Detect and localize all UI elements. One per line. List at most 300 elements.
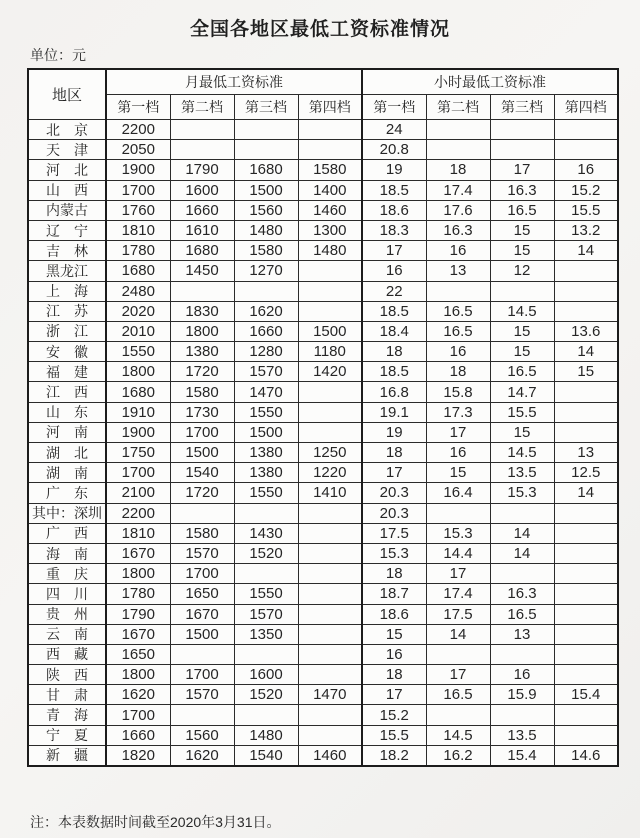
region-cell: 辽 宁 <box>28 220 106 240</box>
table-row <box>28 321 618 341</box>
region-cell: 内蒙古 <box>28 200 106 220</box>
value-cell: 16.5 <box>426 321 490 341</box>
value-cell: 15.5 <box>490 402 554 422</box>
value-cell: 16.5 <box>490 604 554 624</box>
value-cell: 1800 <box>106 362 170 382</box>
table-row <box>28 422 618 442</box>
region-cell: 青 海 <box>28 705 106 725</box>
tier-header-hourly-2: 第二档 <box>426 95 490 120</box>
table-row <box>28 402 618 422</box>
value-cell <box>554 422 618 442</box>
value-cell: 13.6 <box>554 321 618 341</box>
value-cell: 1400 <box>298 180 362 200</box>
value-cell: 13.5 <box>490 725 554 745</box>
region-cell: 江 苏 <box>28 301 106 321</box>
value-cell <box>554 705 618 725</box>
table-row <box>28 624 618 644</box>
value-cell: 15.8 <box>426 382 490 402</box>
table-row <box>28 604 618 624</box>
value-cell: 1600 <box>234 665 298 685</box>
value-cell <box>170 503 234 523</box>
value-cell: 1820 <box>106 745 170 766</box>
region-cell: 其中：深圳 <box>28 503 106 523</box>
value-cell <box>298 261 362 281</box>
value-cell: 1670 <box>106 624 170 644</box>
region-cell: 四 川 <box>28 584 106 604</box>
value-cell <box>554 503 618 523</box>
value-cell: 1430 <box>234 523 298 543</box>
value-cell <box>426 140 490 160</box>
table-header <box>28 69 618 120</box>
value-cell: 18 <box>362 342 426 362</box>
value-cell: 16.8 <box>362 382 426 402</box>
value-cell: 19.1 <box>362 402 426 422</box>
value-cell <box>234 140 298 160</box>
table-row <box>28 564 618 584</box>
value-cell: 17.3 <box>426 402 490 422</box>
region-cell: 江 西 <box>28 382 106 402</box>
value-cell: 15.5 <box>362 725 426 745</box>
value-cell: 1700 <box>106 180 170 200</box>
value-cell <box>298 705 362 725</box>
value-cell: 17 <box>426 665 490 685</box>
table-row <box>28 362 618 382</box>
table-row <box>28 342 618 362</box>
value-cell: 16.5 <box>426 301 490 321</box>
tier-header-row <box>28 95 618 120</box>
value-cell: 1700 <box>170 665 234 685</box>
minimum-wage-table <box>27 68 619 767</box>
value-cell: 1800 <box>170 321 234 341</box>
value-cell: 14 <box>426 624 490 644</box>
value-cell: 18.6 <box>362 200 426 220</box>
value-cell: 14.6 <box>554 745 618 766</box>
region-cell: 河 北 <box>28 160 106 180</box>
value-cell: 1680 <box>106 261 170 281</box>
value-cell <box>426 120 490 140</box>
value-cell: 1750 <box>106 443 170 463</box>
value-cell: 1720 <box>170 483 234 503</box>
table-body <box>28 120 618 767</box>
value-cell <box>298 604 362 624</box>
value-cell: 1620 <box>234 301 298 321</box>
value-cell: 15.3 <box>362 543 426 563</box>
tier-header-monthly-4: 第四档 <box>298 95 362 120</box>
value-cell: 18 <box>362 665 426 685</box>
value-cell: 1700 <box>170 422 234 442</box>
value-cell <box>554 604 618 624</box>
value-cell: 18.6 <box>362 604 426 624</box>
value-cell: 20.3 <box>362 503 426 523</box>
region-cell: 山 西 <box>28 180 106 200</box>
value-cell: 16 <box>426 241 490 261</box>
value-cell: 20.8 <box>362 140 426 160</box>
value-cell: 1380 <box>170 342 234 362</box>
value-cell: 1620 <box>106 685 170 705</box>
value-cell: 16.4 <box>426 483 490 503</box>
value-cell: 1580 <box>170 382 234 402</box>
value-cell: 16 <box>362 261 426 281</box>
value-cell: 15.4 <box>490 745 554 766</box>
region-cell: 陕 西 <box>28 665 106 685</box>
value-cell: 1670 <box>106 543 170 563</box>
unit-label: 单位：元 <box>30 47 86 63</box>
value-cell: 1650 <box>170 584 234 604</box>
value-cell: 15.2 <box>362 705 426 725</box>
value-cell: 17.6 <box>426 200 490 220</box>
value-cell: 13 <box>426 261 490 281</box>
value-cell: 1570 <box>234 362 298 382</box>
value-cell: 1300 <box>298 220 362 240</box>
value-cell: 17 <box>362 463 426 483</box>
value-cell: 17 <box>362 241 426 261</box>
value-cell: 20.3 <box>362 483 426 503</box>
value-cell: 17.5 <box>362 523 426 543</box>
table-row <box>28 705 618 725</box>
value-cell <box>490 644 554 664</box>
value-cell <box>554 644 618 664</box>
tier-header-monthly-3: 第三档 <box>234 95 298 120</box>
value-cell: 1560 <box>170 725 234 745</box>
table-row <box>28 241 618 261</box>
value-cell: 15 <box>490 342 554 362</box>
value-cell <box>490 705 554 725</box>
value-cell: 14 <box>554 342 618 362</box>
value-cell: 1500 <box>170 443 234 463</box>
value-cell: 1830 <box>170 301 234 321</box>
table-row <box>28 523 618 543</box>
value-cell: 1650 <box>106 644 170 664</box>
value-cell: 17 <box>362 685 426 705</box>
table-row <box>28 261 618 281</box>
value-cell: 1570 <box>170 543 234 563</box>
value-cell <box>298 140 362 160</box>
value-cell: 18.5 <box>362 362 426 382</box>
value-cell: 1380 <box>234 463 298 483</box>
table-row <box>28 644 618 664</box>
value-cell: 18.7 <box>362 584 426 604</box>
value-cell: 1790 <box>170 160 234 180</box>
value-cell: 1180 <box>298 342 362 362</box>
region-cell: 重 庆 <box>28 564 106 584</box>
value-cell: 19 <box>362 160 426 180</box>
value-cell: 16.5 <box>490 200 554 220</box>
table-row <box>28 463 618 483</box>
region-cell: 西 藏 <box>28 644 106 664</box>
value-cell: 15.3 <box>490 483 554 503</box>
value-cell: 1760 <box>106 200 170 220</box>
value-cell: 1810 <box>106 220 170 240</box>
table-row <box>28 543 618 563</box>
value-cell: 18.5 <box>362 180 426 200</box>
region-cell: 甘 肃 <box>28 685 106 705</box>
tier-header-hourly-3: 第三档 <box>490 95 554 120</box>
value-cell: 16.3 <box>490 584 554 604</box>
value-cell: 1800 <box>106 665 170 685</box>
value-cell: 13 <box>490 624 554 644</box>
value-cell: 1660 <box>170 200 234 220</box>
value-cell: 2010 <box>106 321 170 341</box>
table-row <box>28 665 618 685</box>
value-cell: 16.5 <box>426 685 490 705</box>
value-cell: 1520 <box>234 543 298 563</box>
value-cell: 1660 <box>234 321 298 341</box>
value-cell <box>298 422 362 442</box>
value-cell: 2200 <box>106 503 170 523</box>
value-cell: 1350 <box>234 624 298 644</box>
region-cell: 湖 南 <box>28 463 106 483</box>
value-cell <box>554 584 618 604</box>
value-cell: 1540 <box>234 745 298 766</box>
value-cell: 15.2 <box>554 180 618 200</box>
value-cell: 18 <box>426 160 490 180</box>
value-cell: 1550 <box>106 342 170 362</box>
value-cell: 1460 <box>298 745 362 766</box>
region-header: 地区 <box>28 69 106 120</box>
value-cell: 16.5 <box>490 362 554 382</box>
value-cell <box>490 140 554 160</box>
region-cell: 吉 林 <box>28 241 106 261</box>
value-cell: 14.4 <box>426 543 490 563</box>
page-title: 全国各地区最低工资标准情况 <box>189 19 450 40</box>
value-cell <box>298 382 362 402</box>
value-cell: 1610 <box>170 220 234 240</box>
value-cell: 1420 <box>298 362 362 382</box>
value-cell: 1730 <box>170 402 234 422</box>
value-cell: 2100 <box>106 483 170 503</box>
value-cell: 16 <box>426 443 490 463</box>
value-cell <box>490 564 554 584</box>
value-cell <box>298 725 362 745</box>
table-row <box>28 160 618 180</box>
value-cell: 12 <box>490 261 554 281</box>
value-cell: 1520 <box>234 685 298 705</box>
value-cell: 15 <box>362 624 426 644</box>
value-cell <box>490 503 554 523</box>
value-cell: 1480 <box>298 241 362 261</box>
value-cell <box>554 725 618 745</box>
value-cell <box>298 120 362 140</box>
value-cell: 14.5 <box>490 443 554 463</box>
value-cell: 1250 <box>298 443 362 463</box>
value-cell <box>170 705 234 725</box>
value-cell: 1480 <box>234 725 298 745</box>
value-cell: 17 <box>426 564 490 584</box>
value-cell <box>234 503 298 523</box>
value-cell: 1660 <box>106 725 170 745</box>
value-cell <box>234 281 298 301</box>
value-cell: 18 <box>426 362 490 382</box>
table-row <box>28 443 618 463</box>
table-row <box>28 382 618 402</box>
value-cell: 16.3 <box>426 220 490 240</box>
table-row <box>28 685 618 705</box>
value-cell: 13.5 <box>490 463 554 483</box>
value-cell: 15 <box>490 321 554 341</box>
value-cell <box>554 301 618 321</box>
value-cell: 1500 <box>234 180 298 200</box>
value-cell: 1500 <box>234 422 298 442</box>
value-cell: 13.2 <box>554 220 618 240</box>
value-cell: 1470 <box>298 685 362 705</box>
value-cell: 1540 <box>170 463 234 483</box>
monthly-group-header: 月最低工资标准 <box>106 69 362 95</box>
value-cell: 17.5 <box>426 604 490 624</box>
value-cell <box>234 120 298 140</box>
value-cell <box>298 543 362 563</box>
value-cell: 18 <box>362 564 426 584</box>
value-cell <box>554 624 618 644</box>
value-cell <box>170 281 234 301</box>
value-cell: 16 <box>490 665 554 685</box>
value-cell: 14.5 <box>490 301 554 321</box>
region-cell: 湖 北 <box>28 443 106 463</box>
region-cell: 北 京 <box>28 120 106 140</box>
region-cell: 贵 州 <box>28 604 106 624</box>
value-cell: 1560 <box>234 200 298 220</box>
value-cell: 1720 <box>170 362 234 382</box>
value-cell: 1780 <box>106 584 170 604</box>
value-cell: 1800 <box>106 564 170 584</box>
value-cell <box>554 281 618 301</box>
table-row <box>28 140 618 160</box>
value-cell <box>170 644 234 664</box>
value-cell: 14 <box>490 543 554 563</box>
value-cell: 1570 <box>170 685 234 705</box>
region-cell: 福 建 <box>28 362 106 382</box>
value-cell: 1380 <box>234 443 298 463</box>
value-cell: 1900 <box>106 422 170 442</box>
value-cell <box>554 665 618 685</box>
value-cell: 1550 <box>234 584 298 604</box>
value-cell: 1580 <box>234 241 298 261</box>
value-cell: 17 <box>426 422 490 442</box>
region-cell: 山 东 <box>28 402 106 422</box>
value-cell <box>298 523 362 543</box>
value-cell: 18.3 <box>362 220 426 240</box>
value-cell: 14 <box>554 241 618 261</box>
value-cell: 1450 <box>170 261 234 281</box>
tier-header-hourly-1: 第一档 <box>362 95 426 120</box>
table-row <box>28 584 618 604</box>
value-cell <box>490 281 554 301</box>
region-cell: 天 津 <box>28 140 106 160</box>
value-cell: 14.7 <box>490 382 554 402</box>
value-cell <box>234 644 298 664</box>
value-cell: 16 <box>362 644 426 664</box>
value-cell: 1480 <box>234 220 298 240</box>
value-cell <box>554 261 618 281</box>
value-cell: 1700 <box>106 463 170 483</box>
value-cell <box>490 120 554 140</box>
region-cell: 广 东 <box>28 483 106 503</box>
value-cell <box>554 120 618 140</box>
value-cell: 1270 <box>234 261 298 281</box>
value-cell: 19 <box>362 422 426 442</box>
value-cell: 15 <box>426 463 490 483</box>
value-cell <box>298 564 362 584</box>
table-row <box>28 301 618 321</box>
value-cell <box>234 705 298 725</box>
value-cell: 18.4 <box>362 321 426 341</box>
table-row <box>28 200 618 220</box>
region-cell: 河 南 <box>28 422 106 442</box>
table-row <box>28 745 618 766</box>
value-cell: 1620 <box>170 745 234 766</box>
value-cell <box>234 564 298 584</box>
table-row <box>28 725 618 745</box>
value-cell: 1460 <box>298 200 362 220</box>
value-cell: 16 <box>554 160 618 180</box>
value-cell: 1580 <box>170 523 234 543</box>
value-cell: 18.2 <box>362 745 426 766</box>
region-cell: 安 徽 <box>28 342 106 362</box>
value-cell: 1790 <box>106 604 170 624</box>
footnote: 注：本表数据时间截至2020年3月31日。 <box>30 814 281 830</box>
value-cell: 1500 <box>298 321 362 341</box>
value-cell <box>426 503 490 523</box>
value-cell <box>554 564 618 584</box>
value-cell: 15 <box>490 241 554 261</box>
region-cell: 黑龙江 <box>28 261 106 281</box>
value-cell <box>298 584 362 604</box>
value-cell: 1680 <box>234 160 298 180</box>
region-cell: 广 西 <box>28 523 106 543</box>
region-cell: 云 南 <box>28 624 106 644</box>
value-cell <box>554 140 618 160</box>
value-cell: 17.4 <box>426 584 490 604</box>
value-cell: 1910 <box>106 402 170 422</box>
value-cell: 15.5 <box>554 200 618 220</box>
value-cell: 1680 <box>106 382 170 402</box>
value-cell: 2200 <box>106 120 170 140</box>
value-cell <box>298 402 362 422</box>
value-cell: 16 <box>426 342 490 362</box>
table-row <box>28 503 618 523</box>
value-cell: 14 <box>490 523 554 543</box>
value-cell: 14 <box>554 483 618 503</box>
value-cell <box>554 543 618 563</box>
value-cell: 1550 <box>234 402 298 422</box>
region-cell: 海 南 <box>28 543 106 563</box>
value-cell: 2050 <box>106 140 170 160</box>
value-cell: 18 <box>362 443 426 463</box>
value-cell: 1470 <box>234 382 298 402</box>
region-cell: 浙 江 <box>28 321 106 341</box>
value-cell <box>426 644 490 664</box>
value-cell: 1700 <box>170 564 234 584</box>
value-cell <box>554 402 618 422</box>
value-cell: 1570 <box>234 604 298 624</box>
value-cell: 13 <box>554 443 618 463</box>
value-cell: 1410 <box>298 483 362 503</box>
value-cell: 1780 <box>106 241 170 261</box>
hourly-group-header: 小时最低工资标准 <box>362 69 618 95</box>
value-cell: 14.5 <box>426 725 490 745</box>
value-cell: 1670 <box>170 604 234 624</box>
tier-header-monthly-2: 第二档 <box>170 95 234 120</box>
value-cell: 15 <box>554 362 618 382</box>
value-cell <box>426 281 490 301</box>
table-row <box>28 180 618 200</box>
value-cell: 17.4 <box>426 180 490 200</box>
value-cell: 1580 <box>298 160 362 180</box>
value-cell: 1900 <box>106 160 170 180</box>
value-cell: 1500 <box>170 624 234 644</box>
value-cell: 12.5 <box>554 463 618 483</box>
region-cell: 上 海 <box>28 281 106 301</box>
value-cell: 1680 <box>170 241 234 261</box>
